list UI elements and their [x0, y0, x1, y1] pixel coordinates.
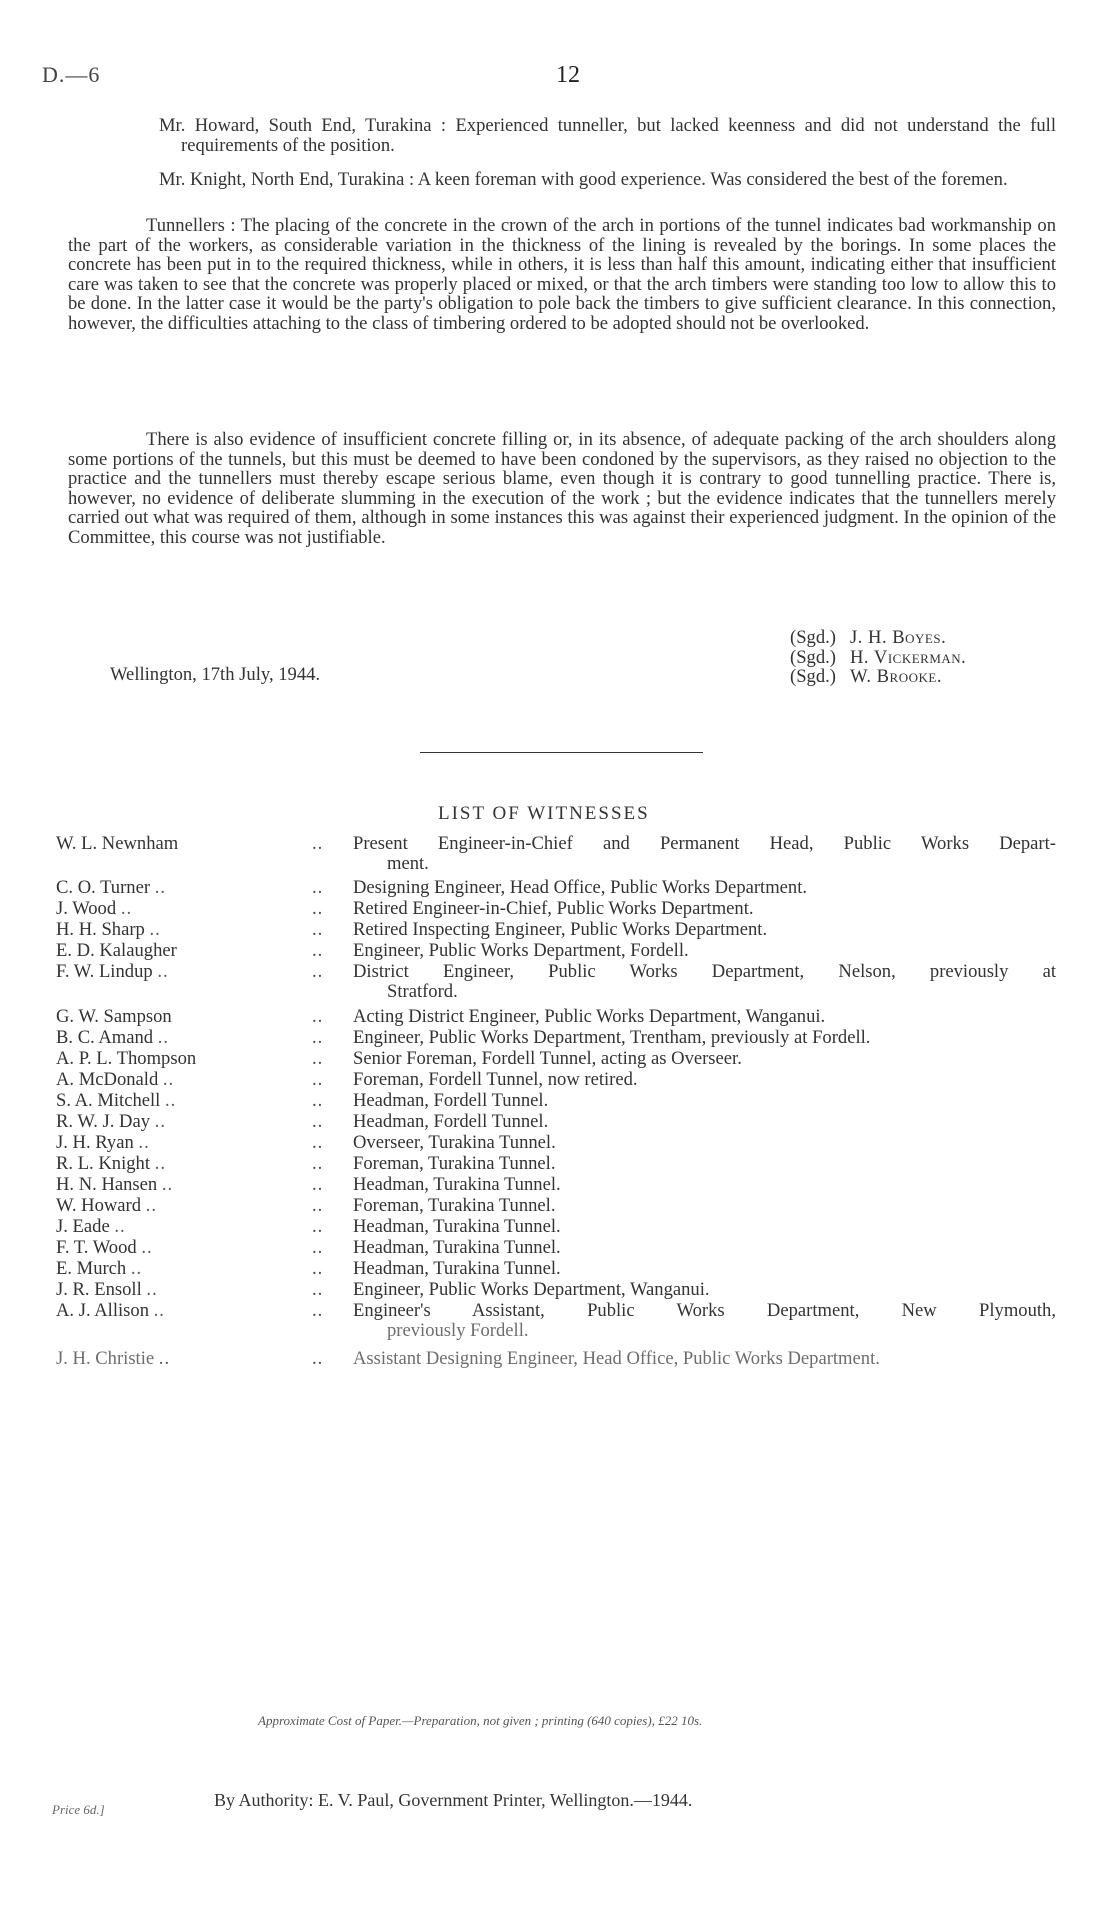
- witness-name: J. R. Ensoll: [56, 1279, 142, 1300]
- leader-dots: ..: [138, 1132, 150, 1153]
- leader-dots: ..: [312, 1300, 324, 1321]
- witness-role-continued: previously Fordell.: [387, 1319, 529, 1341]
- witness-row: [56, 1091, 1056, 1112]
- witness-list-title: LIST OF WITNESSES: [438, 803, 650, 824]
- leader-dots: ..: [165, 1090, 177, 1111]
- witness-name: W. L. Newnham: [56, 833, 179, 854]
- witness-name: S. A. Mitchell: [56, 1090, 161, 1111]
- witness-role: Foreman, Turakina Tunnel.: [353, 1195, 556, 1216]
- witness-name: H. N. Hansen: [56, 1174, 158, 1195]
- witness-name: R. L. Knight: [56, 1153, 151, 1174]
- witness-role: Acting District Engineer, Public Works Department, Wanganui.: [353, 1006, 826, 1027]
- witness-role: Designing Engineer, Head Office, Public Works Department.: [353, 877, 808, 898]
- leader-dots: ..: [114, 1216, 126, 1237]
- witness-role: Engineer's Assistant, Public Works Department, New Plymouth,: [353, 1300, 1056, 1321]
- leader-dots: ..: [312, 1111, 324, 1132]
- signatory-name: H. Vickerman.: [850, 646, 967, 668]
- leader-dots: ..: [154, 877, 166, 898]
- leader-dots: ..: [146, 1279, 158, 1300]
- section-divider: [420, 752, 703, 753]
- witness-role: Engineer, Public Works Department, Wanganui.: [353, 1279, 710, 1300]
- witness-row: [56, 1238, 1056, 1259]
- foreman-assessment: Experienced tunneller, but lacked keenness and did not understand the full requirements of the position.: [181, 115, 1057, 156]
- leader-dots: ..: [312, 898, 324, 919]
- witness-role: Headman, Fordell Tunnel.: [353, 1090, 549, 1111]
- signed-mark: (Sgd.): [790, 646, 836, 668]
- witness-row: [56, 920, 1056, 941]
- witness-role: District Engineer, Public Works Department, Nelson, previously at: [353, 961, 1056, 982]
- witness-name: A. P. L. Thompson: [56, 1048, 197, 1069]
- witness-row: [56, 1196, 1056, 1217]
- leader-dots: ..: [312, 1006, 324, 1027]
- witness-list: [56, 834, 1056, 1370]
- price-note: Price 6d.]: [52, 1802, 105, 1817]
- witness-name: E. Murch: [56, 1258, 127, 1279]
- leader-dots: ..: [312, 919, 324, 940]
- leader-dots: ..: [157, 961, 169, 982]
- leader-dots: ..: [312, 1195, 324, 1216]
- printer-imprint: By Authority: E. V. Paul, Government Printer, Wellington.—1944.: [214, 1790, 693, 1810]
- witness-name: J. H. Christie: [56, 1348, 155, 1369]
- leader-dots: ..: [312, 1237, 324, 1258]
- leader-dots: ..: [312, 1090, 324, 1111]
- witness-role: Foreman, Fordell Tunnel, now retired.: [353, 1069, 638, 1090]
- witness-row: [56, 1049, 1056, 1070]
- witness-name: F. T. Wood: [56, 1237, 137, 1258]
- witness-row: [56, 1217, 1056, 1238]
- witness-name: A. J. Allison: [56, 1300, 149, 1321]
- witness-row: [56, 1028, 1056, 1049]
- leader-dots: ..: [312, 833, 324, 854]
- witness-role: Senior Foreman, Fordell Tunnel, acting as Overseer.: [353, 1048, 742, 1069]
- witness-row: [56, 834, 1056, 878]
- leader-dots: ..: [149, 919, 161, 940]
- leader-dots: ..: [312, 940, 324, 961]
- signed-mark: (Sgd.): [790, 666, 836, 688]
- witness-row: [56, 1007, 1056, 1028]
- evidence-paragraph: There is also evidence of insufficient concrete filling or, in its absence, of adequate packing of the arch shoulders along some portions of the tunnels, but this must be deemed to have been condoned by the supervisors, as they raised no objection to the practice and the tunnellers must thereby escape serious blame, even though it is contrary to good tunnelling practice. There is, however, no evidence of deliberate slumming in the execution of the work ; but the evidence indicates that the tunnellers merely carried out what was required of them, although in some instances this was against their experienced judgment. In the opinion of the Committee, this course was not justifiable.: [68, 429, 1056, 548]
- witness-name: F. W. Lindup: [56, 961, 153, 982]
- leader-dots: ..: [312, 1069, 324, 1090]
- leader-dots: ..: [312, 1174, 324, 1195]
- witness-role: Engineer, Public Works Department, Fordell.: [353, 940, 689, 961]
- cost-of-paper-note: Approximate Cost of Paper.—Preparation, not given ; printing (640 copies), £22 10s.: [258, 1713, 703, 1728]
- witness-role: Headman, Turakina Tunnel.: [353, 1258, 561, 1279]
- leader-dots: ..: [162, 1069, 175, 1090]
- witness-row: [56, 1133, 1056, 1154]
- witness-row: [56, 1259, 1056, 1280]
- leader-dots: ..: [312, 1348, 324, 1369]
- paragraph-lead: Tunnellers :: [146, 215, 236, 236]
- witness-name: W. Howard: [56, 1195, 142, 1216]
- leader-dots: ..: [312, 961, 324, 982]
- witness-role: Headman, Fordell Tunnel.: [353, 1111, 549, 1132]
- witness-row: [56, 1280, 1056, 1301]
- witness-row: [56, 1070, 1056, 1091]
- witness-row: [56, 1112, 1056, 1133]
- witness-role-continued: Stratford.: [387, 980, 458, 1002]
- witness-role: Headman, Turakina Tunnel.: [353, 1216, 561, 1237]
- witness-role: Overseer, Turakina Tunnel.: [353, 1132, 556, 1153]
- witness-name: E. D. Kalaugher: [56, 940, 177, 961]
- witness-row: [56, 962, 1056, 1007]
- witness-name: J. Eade: [56, 1216, 110, 1237]
- signature-brooke: [790, 667, 966, 687]
- witness-name: B. C. Amand: [56, 1027, 154, 1048]
- witness-role: Headman, Turakina Tunnel.: [353, 1174, 561, 1195]
- witness-row: [56, 1175, 1056, 1196]
- leader-dots: ..: [312, 877, 324, 898]
- leader-dots: ..: [312, 1048, 324, 1069]
- witness-name: H. H. Sharp: [56, 919, 145, 940]
- witness-role-continued: ment.: [387, 852, 429, 874]
- signature-boyes: [790, 628, 966, 648]
- witness-role: Retired Engineer-in-Chief, Public Works Department.: [353, 898, 754, 919]
- leader-dots: ..: [130, 1258, 143, 1279]
- leader-dots: ..: [154, 1111, 166, 1132]
- signature-vickerman: [790, 648, 966, 668]
- foreman-note-knight: [159, 169, 1056, 190]
- witness-role: Headman, Turakina Tunnel.: [353, 1237, 561, 1258]
- leader-dots: ..: [157, 1027, 170, 1048]
- leader-dots: ..: [120, 898, 133, 919]
- paragraph-text: The placing of the concrete in the crown of the arch in portions of the tunnel indicates bad workmanship on the part of the workers, as considerable variation in the thickness of the lining is revealed by the borings. In some places the concrete has been put in to the required thickness, while in others, it is less than half this amount, indicating either that insufficient care was taken to see that the concrete was properly placed or mixed, or that the arch timbers were standing too low to allow this to be done. In the latter case it would be the party's obligation to pole back the timbers to give sufficient clearance. In this connection, however, the difficulties attaching to the class of timbering ordered to be adopted should not be overlooked.: [68, 215, 1056, 334]
- witness-name: J. Wood: [56, 898, 117, 919]
- witness-name: A. McDonald: [56, 1069, 159, 1090]
- witness-name: C. O. Turner: [56, 877, 151, 898]
- witness-role: Engineer, Public Works Department, Trentham, previously at Fordell.: [353, 1027, 871, 1048]
- tunnellers-paragraph: [68, 216, 1056, 334]
- witness-role: Foreman, Turakina Tunnel.: [353, 1153, 556, 1174]
- witness-name: G. W. Sampson: [56, 1006, 172, 1027]
- witness-row: [56, 878, 1056, 899]
- signed-mark: (Sgd.): [790, 627, 836, 648]
- leader-dots: ..: [141, 1237, 153, 1258]
- witness-row: [56, 1349, 1056, 1370]
- leader-dots: ..: [153, 1300, 165, 1321]
- leader-dots: ..: [312, 1216, 324, 1237]
- witness-row: [56, 1301, 1056, 1349]
- leader-dots: ..: [145, 1195, 157, 1216]
- witness-row: [56, 1154, 1056, 1175]
- witness-name: J. H. Ryan: [56, 1132, 134, 1153]
- leader-dots: ..: [312, 1258, 324, 1279]
- foreman-name: Mr. Howard, South End, Turakina :: [159, 115, 447, 136]
- leader-dots: ..: [154, 1153, 166, 1174]
- witness-row: [56, 899, 1056, 920]
- leader-dots: ..: [312, 1153, 324, 1174]
- place-date: Wellington, 17th July, 1944.: [110, 664, 321, 685]
- witness-role: Retired Inspecting Engineer, Public Works Department.: [353, 919, 768, 940]
- leader-dots: ..: [312, 1027, 324, 1048]
- foreman-note-howard: [159, 115, 1057, 156]
- leader-dots: ..: [161, 1174, 174, 1195]
- witness-role: Assistant Designing Engineer, Head Office, Public Works Department.: [353, 1348, 880, 1369]
- foreman-name: Mr. Knight, North End, Turakina :: [159, 169, 415, 190]
- leader-dots: ..: [312, 1279, 324, 1300]
- witness-row: [56, 941, 1056, 962]
- leader-dots: ..: [158, 1348, 171, 1369]
- signatory-name: W. Brooke.: [850, 666, 942, 688]
- foreman-assessment: A keen foreman with good experience. Was considered the best of the foremen.: [417, 169, 1008, 190]
- witness-role: Present Engineer-in-Chief and Permanent Head, Public Works Depart-: [353, 833, 1056, 854]
- document-reference: D.—6: [42, 62, 101, 87]
- signature-block: [790, 628, 966, 687]
- page-number: 12: [556, 62, 580, 88]
- leader-dots: ..: [312, 1132, 324, 1153]
- signatory-name: J. H. Boyes.: [850, 627, 947, 648]
- witness-name: R. W. J. Day: [56, 1111, 151, 1132]
